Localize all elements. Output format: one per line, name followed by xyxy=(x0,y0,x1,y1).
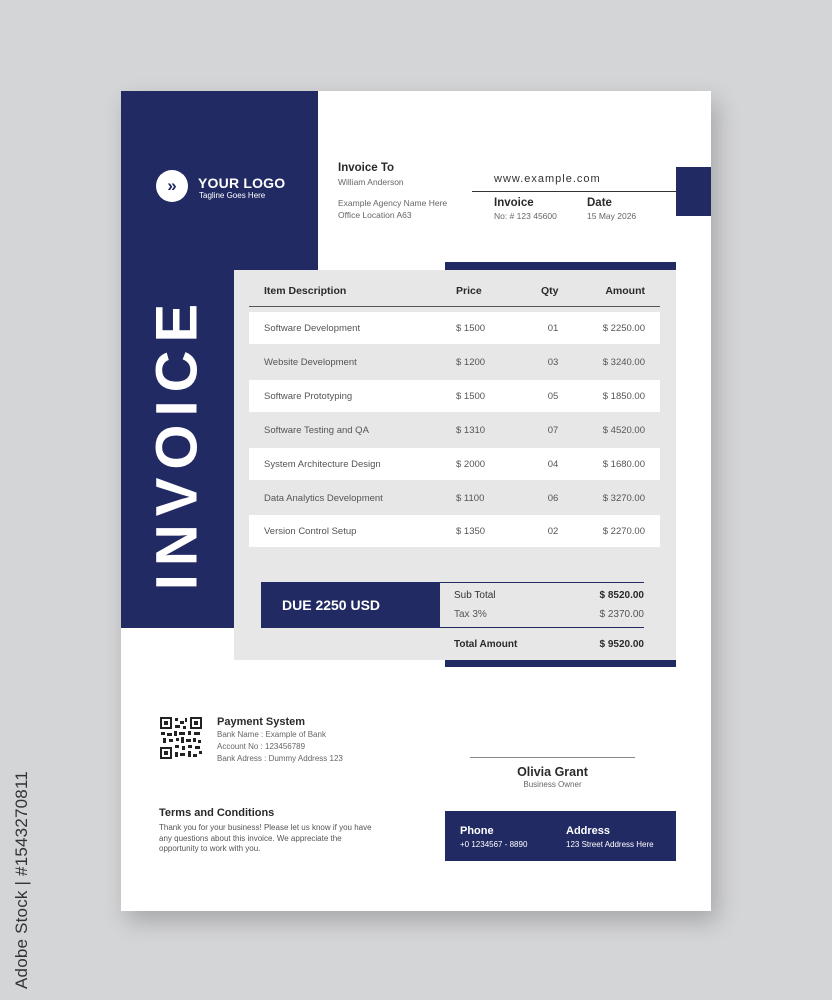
header-qty: Qty xyxy=(541,285,559,297)
row-amount: $ 2250.00 xyxy=(602,323,645,334)
qr-code-icon xyxy=(159,716,203,760)
tax-label: Tax 3% xyxy=(454,609,487,620)
row-qty: 07 xyxy=(547,425,559,436)
row-qty: 01 xyxy=(547,323,559,334)
row-price: $ 1200 xyxy=(456,357,486,368)
client-company: Example Agency Name Here xyxy=(338,198,448,208)
header-amount: Amount xyxy=(605,285,645,297)
website-url: www.example.com xyxy=(494,173,601,185)
row-qty: 05 xyxy=(547,391,559,402)
total-value: $ 9520.00 xyxy=(599,639,644,650)
terms-title: Terms and Conditions xyxy=(159,807,275,819)
invoice-number-label: Invoice xyxy=(494,197,534,209)
totals-divider xyxy=(440,627,644,628)
row-description: Software Prototyping xyxy=(264,391,353,402)
table-row xyxy=(249,380,660,412)
row-qty: 03 xyxy=(547,357,559,368)
subtotal-label: Sub Total xyxy=(454,590,496,601)
row-description: Website Development xyxy=(264,357,357,368)
row-description: Data Analytics Development xyxy=(264,493,383,504)
row-amount: $ 3270.00 xyxy=(602,493,645,504)
row-description: Software Development xyxy=(264,323,361,334)
payment-title: Payment System xyxy=(217,716,306,728)
terms-text: Thank you for your business! Please let us know if you have any questions about this invoice. We appreciate the opportunity to work with you. xyxy=(159,823,372,853)
address-value: 123 Street Address Here xyxy=(566,840,654,849)
row-qty: 06 xyxy=(547,493,559,504)
signature-line xyxy=(470,757,635,758)
header-accent-block xyxy=(676,167,711,216)
logo-tagline: Tagline Goes Here xyxy=(199,191,266,200)
phone-label: Phone xyxy=(460,825,494,837)
phone-value: +0 1234567 - 8890 xyxy=(460,840,528,849)
table-row xyxy=(249,448,660,480)
invoice-vertical-title: INVOICE xyxy=(144,295,210,591)
table-row xyxy=(249,312,660,344)
due-amount-box xyxy=(261,582,440,628)
contact-box xyxy=(445,811,676,861)
row-amount: $ 3240.00 xyxy=(602,357,645,368)
row-description: Version Control Setup xyxy=(264,526,357,537)
totals-top-line xyxy=(440,582,644,583)
row-price: $ 1310 xyxy=(456,425,486,436)
row-description: Software Testing and QA xyxy=(264,425,369,436)
row-price: $ 2000 xyxy=(456,459,486,470)
due-amount: DUE 2250 USD xyxy=(282,597,381,613)
bank-address: Bank Adress : Dummy Address 123 xyxy=(217,754,343,763)
row-price: $ 1500 xyxy=(456,391,486,402)
row-qty: 02 xyxy=(547,526,559,537)
signer-role: Business Owner xyxy=(523,780,582,789)
row-qty: 04 xyxy=(547,459,559,470)
client-location: Office Location A63 xyxy=(338,210,412,220)
client-name: William Anderson xyxy=(338,177,404,187)
row-price: $ 1100 xyxy=(456,493,485,504)
table-header xyxy=(249,285,660,307)
row-amount: $ 1850.00 xyxy=(602,391,645,402)
table-row xyxy=(249,515,660,547)
tax-value: $ 2370.00 xyxy=(599,609,644,620)
table-row xyxy=(249,482,660,514)
header-description: Item Description xyxy=(264,285,347,297)
invoice-date: 15 May 2026 xyxy=(587,211,637,221)
row-price: $ 1350 xyxy=(456,526,486,537)
logo-title: YOUR LOGO xyxy=(198,175,286,191)
table-row xyxy=(249,414,660,446)
table-top-accent xyxy=(445,262,676,270)
header-divider xyxy=(472,191,676,192)
row-description: System Architecture Design xyxy=(264,459,381,470)
subtotal-value: $ 8520.00 xyxy=(599,590,644,601)
table-row xyxy=(249,346,660,378)
signer-name: Olivia Grant xyxy=(517,765,588,779)
row-amount: $ 4520.00 xyxy=(602,425,645,436)
stock-id-text: Adobe Stock | #1543270811 xyxy=(12,771,31,989)
address-label: Address xyxy=(566,825,611,837)
row-amount: $ 2270.00 xyxy=(602,526,645,537)
invoice-to-label: Invoice To xyxy=(338,162,395,174)
account-number: Account No : 123456789 xyxy=(217,742,306,751)
bank-name: Bank Name : Example of Bank xyxy=(217,730,326,739)
header-price: Price xyxy=(456,285,482,297)
double-chevron-icon: » xyxy=(156,170,188,202)
invoice-number: No: # 123 45600 xyxy=(494,211,557,221)
table-bottom-accent xyxy=(445,660,676,667)
total-label: Total Amount xyxy=(454,639,518,650)
row-amount: $ 1680.00 xyxy=(602,459,645,470)
row-price: $ 1500 xyxy=(456,323,486,334)
date-label: Date xyxy=(587,197,612,209)
